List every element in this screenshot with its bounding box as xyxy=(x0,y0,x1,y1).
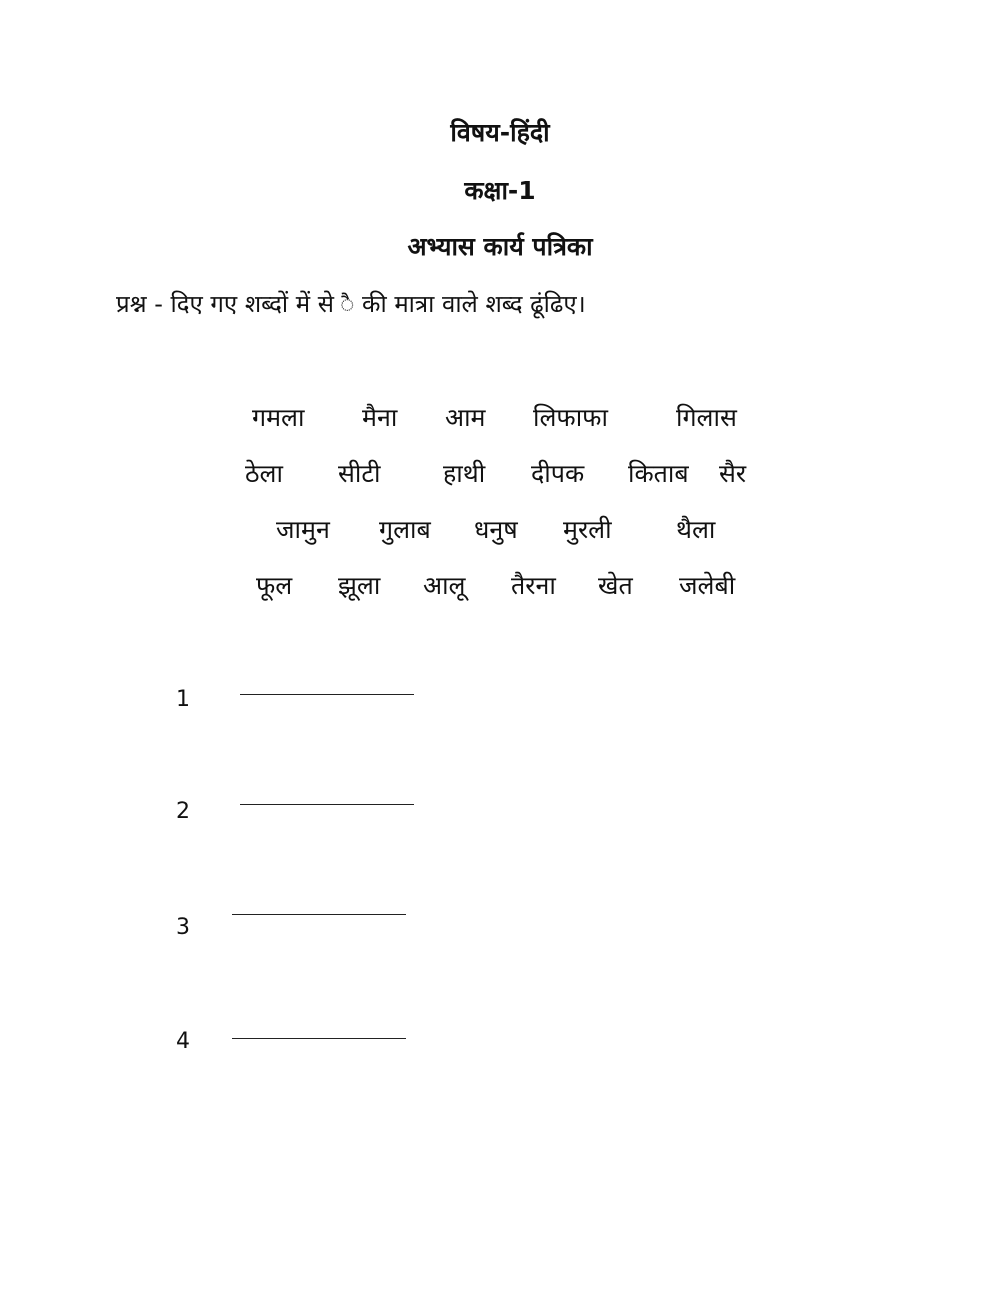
word-item: धनुष xyxy=(474,515,518,544)
answer-blank-line[interactable] xyxy=(232,1038,406,1039)
answer-blank-line[interactable] xyxy=(240,694,414,695)
word-item: तैरना xyxy=(511,571,556,600)
answer-number: 4 xyxy=(176,1029,190,1054)
word-item: सीटी xyxy=(338,459,381,488)
word-item: आलू xyxy=(423,571,466,600)
word-item: किताब xyxy=(628,459,689,488)
word-item: जामुन xyxy=(276,515,330,544)
word-item: हाथी xyxy=(443,459,486,488)
answer-number: 2 xyxy=(176,799,190,824)
word-item: झूला xyxy=(338,571,381,600)
question-text: प्रश्न - दिए गए शब्दों में से ै की मात्रा वाले शब्द ढूंढिए। xyxy=(116,290,586,318)
answer-number: 1 xyxy=(176,687,190,712)
grade-heading: कक्षा-1 xyxy=(464,176,536,205)
answer-number: 3 xyxy=(176,915,190,940)
word-item: फूल xyxy=(256,571,293,600)
word-item: गिलास xyxy=(676,403,737,432)
word-item: गमला xyxy=(252,403,305,432)
word-item: गुलाब xyxy=(379,515,431,544)
word-item: खेत xyxy=(598,571,633,600)
worksheet-title: अभ्यास कार्य पत्रिका xyxy=(407,232,593,261)
word-item: सैर xyxy=(719,459,747,488)
word-item: मैना xyxy=(362,403,398,432)
word-item: लिफाफा xyxy=(533,403,608,432)
word-item: मुरली xyxy=(563,515,612,544)
word-item: आम xyxy=(445,403,486,432)
answer-blank-line[interactable] xyxy=(240,804,414,805)
word-item: जलेबी xyxy=(679,571,736,600)
word-item: थैला xyxy=(676,515,716,544)
subject-heading: विषय-हिंदी xyxy=(450,118,550,147)
answer-blank-line[interactable] xyxy=(232,914,406,915)
word-item: दीपक xyxy=(531,459,585,488)
word-item: ठेला xyxy=(245,459,283,488)
